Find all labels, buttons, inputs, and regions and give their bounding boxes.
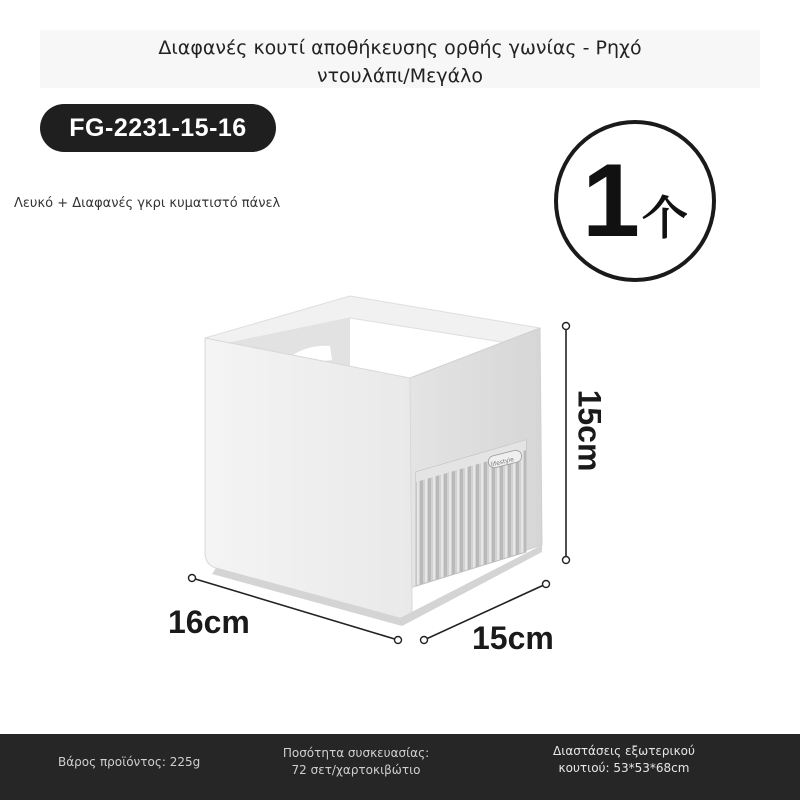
depth-label: 15cm <box>472 620 554 656</box>
product-weight: Βάρος προϊόντος: 225g <box>58 755 201 769</box>
product-title-line-2: ντουλάπι/Μεγάλο <box>316 65 483 87</box>
packing-quantity-value: 72 σετ/χαρτοκιβώτιο <box>291 763 421 777</box>
spec-footer <box>0 734 800 800</box>
height-label: 15cm <box>571 389 608 472</box>
width-label: 16cm <box>168 604 250 640</box>
outer-box-dimensions <box>520 743 728 777</box>
model-code-badge: FG-2231-15-16 <box>40 104 276 152</box>
outer-box-label: Διαστάσεις εξωτερικού <box>553 744 695 758</box>
quantity-number: 1 <box>582 143 640 259</box>
height-dimension-line <box>563 323 570 564</box>
quantity-unit: 个 <box>641 191 688 245</box>
packing-quantity-label: Ποσότητα συσκευασίας: <box>282 746 430 760</box>
brand-mark: lifestyle <box>490 455 515 469</box>
product-title <box>40 30 760 88</box>
packing-quantity <box>270 745 442 779</box>
product-title-line-1: Διαφανές κουτί αποθήκευσης ορθής γωνίας - Ρηχό <box>158 37 642 59</box>
quantity-badge <box>554 120 716 282</box>
color-description: Λευκό + Διαφανές γκρι κυματιστό πάνελ <box>14 196 281 211</box>
outer-box-value: κουτιού: 53*53*68cm <box>558 761 690 775</box>
